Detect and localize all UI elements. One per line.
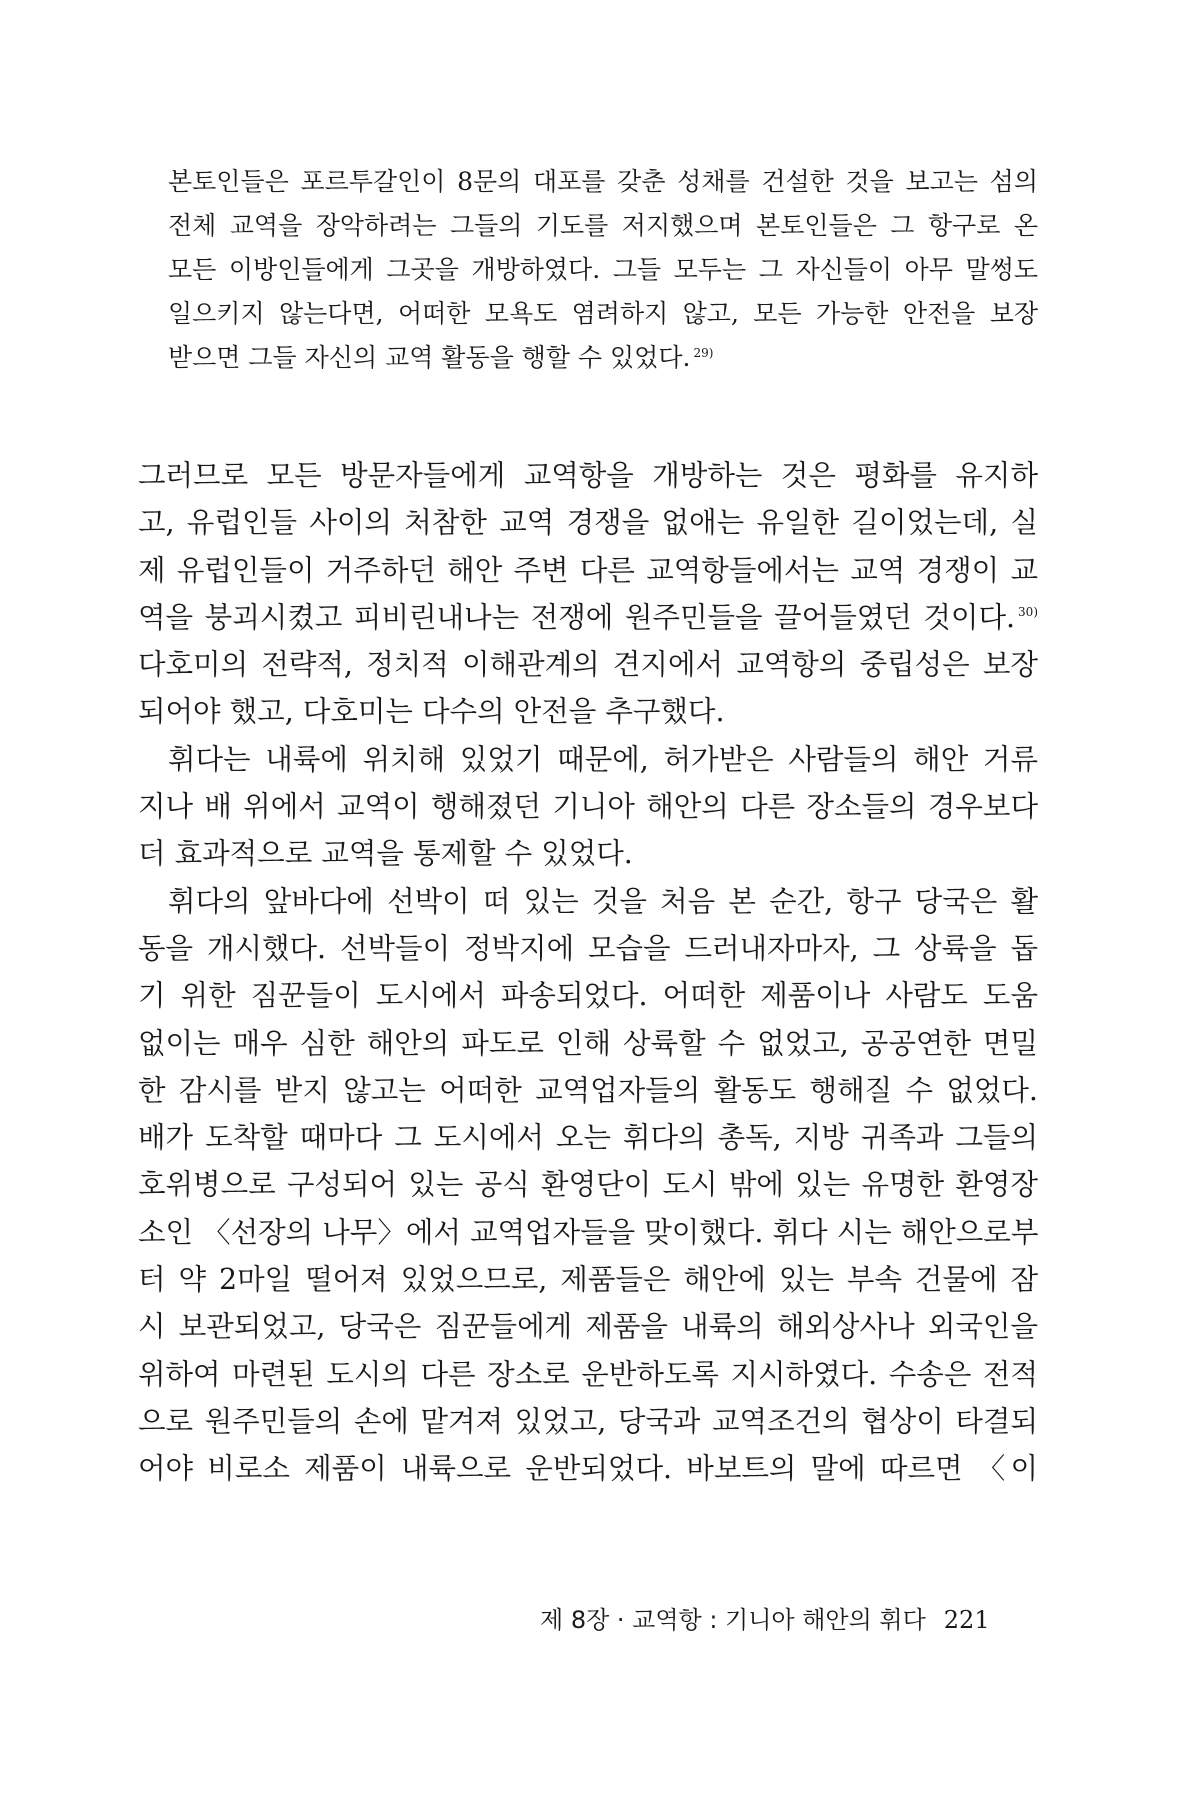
footnote-marker-29: 29) (693, 345, 714, 360)
body-line: 터 약 2마일 떨어져 있었으므로, 제품들은 해안에 있는 부속 건물에 잠 (138, 1263, 1038, 1297)
footnote-marker-30: 30) (1018, 605, 1038, 620)
body-line: 배가 도착할 때마다 그 도시에서 오는 휘다의 총독, 지방 귀족과 그들의 (138, 1121, 1038, 1155)
body-line: 시 보관되었고, 당국은 짐꾼들에게 제품을 내륙의 해외상사나 외국인을 (138, 1310, 1038, 1344)
body-line: 휘다의 앞바다에 선박이 떠 있는 것을 처음 본 순간, 항구 당국은 활 (168, 884, 1038, 918)
quote-line: 전체 교역을 장악하려는 그들의 기도를 저지했으며 본토인들은 그 항구로 온 (168, 211, 1038, 240)
body-line: 되어야 했고, 다호미는 다수의 안전을 추구했다. (138, 695, 725, 729)
body-line: 휘다는 내륙에 위치해 있었기 때문에, 허가받은 사람들의 해안 거류 (168, 742, 1038, 776)
body-line: 한 감시를 받지 않고는 어떠한 교역업자들의 활동도 행해질 수 없었다. (138, 1073, 1038, 1107)
quote-line: 모든 이방인들에게 그곳을 개방하였다. 그들 모두는 그 자신들이 아무 말썽도 (168, 255, 1038, 284)
body-line: 으로 원주민들의 손에 맡겨져 있었고, 당국과 교역조건의 협상이 타결되 (138, 1404, 1038, 1438)
quote-line: 본토인들은 포르투갈인이 8문의 대포를 갖춘 성채를 건설한 것을 보고는 섬의 (168, 167, 1038, 196)
body-line: 동을 개시했다. 선박들이 정박지에 모습을 드러내자마자, 그 상륙을 돕 (138, 931, 1038, 965)
block-quote (168, 160, 1038, 380)
body-text (138, 452, 1038, 1493)
body-line-with-footnote (138, 594, 1038, 641)
running-head: 제 8장 · 교역항 : 기니아 해안의 휘다 (540, 1606, 926, 1634)
body-line: 그러므로 모든 방문자들에게 교역항을 개방하는 것은 평화를 유지하 (138, 459, 1038, 492)
body-line: 더 효과적으로 교역을 통제할 수 있었다. (138, 837, 633, 871)
body-line: 위하여 마련된 도시의 다른 장소로 운반하도록 지시하였다. 수송은 전적 (138, 1357, 1038, 1391)
quote-line-last (168, 336, 1038, 380)
body-line: 소인 〈선장의 나무〉에서 교역업자들을 맞이했다. 휘다 시는 해안으로부 (138, 1215, 1038, 1249)
quote-line: 일으키지 않는다면, 어떠한 모욕도 염려하지 않고, 모든 가능한 안전을 보장 (168, 299, 1038, 328)
body-line: 고, 유럽인들 사이의 처참한 교역 경쟁을 없애는 유일한 길이었는데, 실 (138, 506, 1038, 540)
body-line: 기 위한 짐꾼들이 도시에서 파송되었다. 어떠한 제품이나 사람도 도움 (138, 979, 1038, 1013)
page-footer (540, 1604, 1000, 1636)
body-line: 다호미의 전략적, 정치적 이해관계의 견지에서 교역항의 중립성은 보장 (138, 648, 1038, 682)
quote-line-text: 받으면 그들 자신의 교역 활동을 행할 수 있었다. (168, 343, 691, 372)
body-line-text: 역을 붕괴시켰고 피비린내나는 전쟁에 원주민들을 끌어들였던 것이다. (138, 600, 1016, 634)
body-line: 지나 배 위에서 교역이 행해졌던 기니아 해안의 다른 장소들의 경우보다 (138, 790, 1038, 824)
body-line: 없이는 매우 심한 해안의 파도로 인해 상륙할 수 없었고, 공공연한 면밀 (138, 1026, 1038, 1060)
body-line: 제 유럽인들이 거주하던 해안 주변 다른 교역항들에서는 교역 경쟁이 교 (138, 553, 1038, 587)
body-line: 어야 비로소 제품이 내륙으로 운반되었다. 바보트의 말에 따르면 〈이 (138, 1452, 1038, 1486)
page-number: 221 (943, 1606, 990, 1634)
body-line: 호위병으로 구성되어 있는 공식 환영단이 도시 밖에 있는 유명한 환영장 (138, 1168, 1038, 1202)
